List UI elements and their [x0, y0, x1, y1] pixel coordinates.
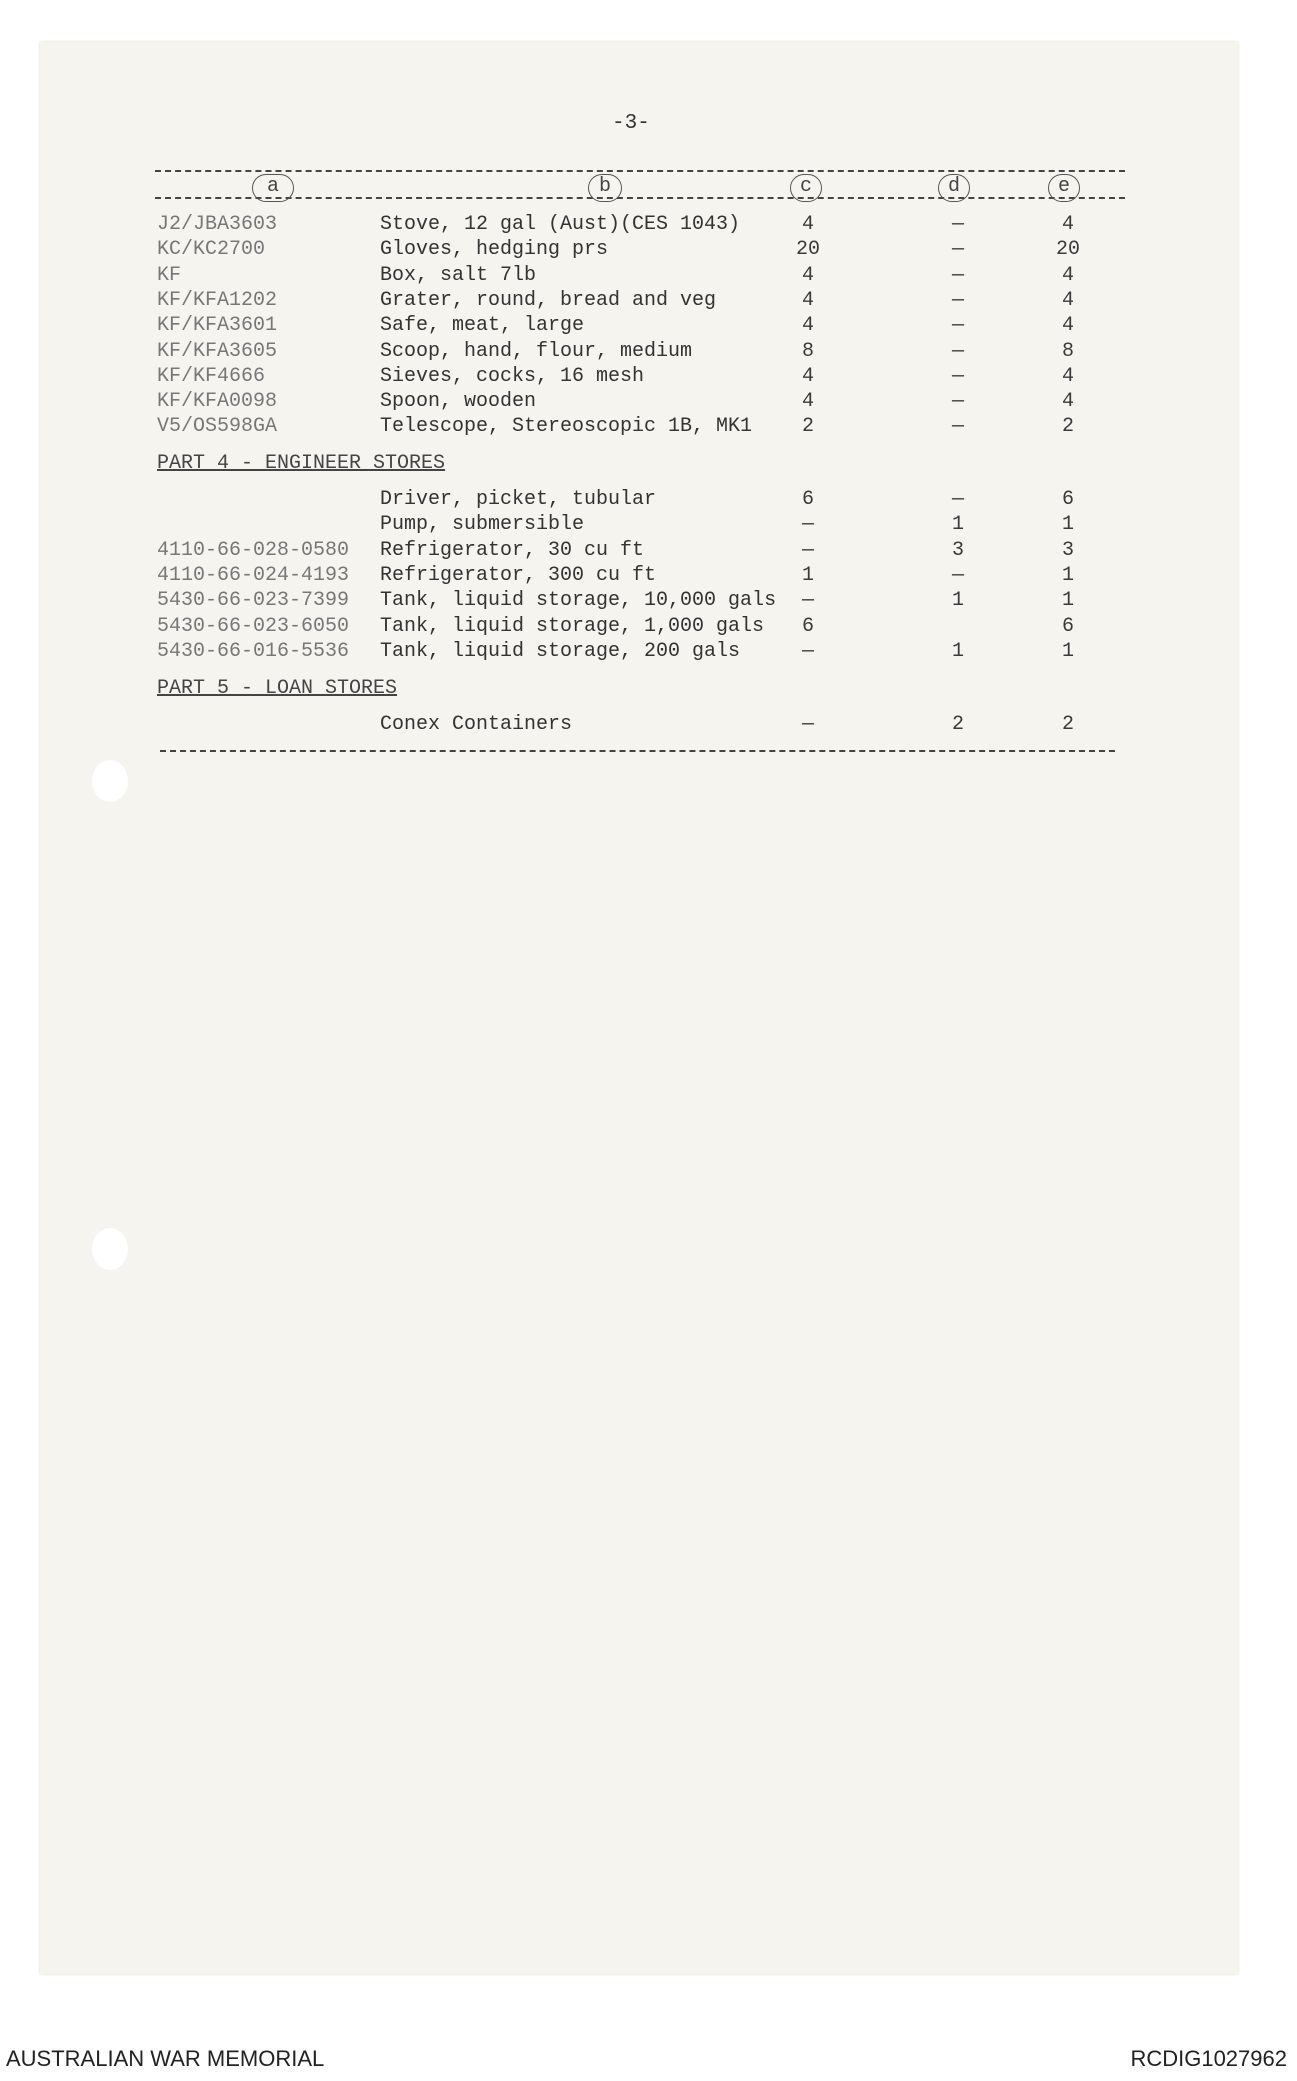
column-e-header: e — [1048, 174, 1080, 202]
col-c-value: 1 — [801, 563, 814, 587]
col-c-value: 4 — [801, 263, 814, 287]
col-c-value: 6 — [801, 614, 814, 638]
col-d-value: — — [951, 415, 964, 439]
item-description: Sieves, cocks, 16 mesh — [380, 364, 645, 388]
col-d-value: — — [951, 364, 964, 388]
col-e-value: 2 — [1061, 713, 1074, 736]
item-description: Spoon, wooden — [380, 390, 537, 414]
item-code: J2/JBA3603 — [157, 213, 278, 236]
col-c-value: — — [801, 713, 814, 736]
col-d-value: 1 — [951, 639, 964, 663]
item-description: Driver, picket, tubular — [380, 488, 657, 511]
col-d-value: — — [951, 390, 964, 414]
col-d-value: — — [951, 238, 964, 262]
col-c-value: 4 — [801, 314, 814, 338]
table-bottom-rule — [160, 750, 1115, 752]
item-code: 4110-66-024-4193 — [157, 563, 350, 587]
item-description: Conex Containers — [380, 713, 573, 736]
item-description: Scoop, hand, flour, medium — [380, 339, 693, 363]
item-description: Pump, submersible — [380, 513, 585, 537]
col-e-value: 4 — [1061, 213, 1074, 236]
table-row — [0, 589, 1297, 614]
col-d-value: — — [951, 213, 964, 236]
table-row — [0, 289, 1297, 314]
item-description: Stove, 12 gal (Aust)(CES 1043) — [380, 213, 741, 236]
item-code: KF/KFA1202 — [157, 288, 278, 312]
section-heading: PART 4 - ENGINEER STORES — [157, 452, 446, 475]
col-d-value: — — [951, 288, 964, 312]
table-row — [0, 213, 1297, 238]
table-row — [0, 238, 1297, 263]
item-code: KF/KFA3605 — [157, 339, 278, 363]
table-top-rule — [155, 170, 1125, 172]
col-c-value: 6 — [801, 488, 814, 511]
col-d-value: — — [951, 263, 964, 287]
item-description: Tank, liquid storage, 200 gals — [380, 639, 741, 663]
item-code: KF/KFA0098 — [157, 390, 278, 414]
col-e-value: 4 — [1061, 288, 1074, 312]
footer-record-id: RCDIG1027962 — [1130, 2046, 1287, 2071]
col-d-value: 2 — [951, 713, 964, 736]
table-row — [0, 615, 1297, 640]
col-e-value: 6 — [1061, 488, 1074, 511]
col-e-value: 4 — [1061, 263, 1074, 287]
col-e-value: 1 — [1061, 513, 1074, 537]
col-c-value: 20 — [795, 238, 820, 262]
col-e-value: 3 — [1061, 538, 1074, 562]
column-c-header: c — [790, 174, 822, 202]
footer-archive-name: AUSTRALIAN WAR MEMORIAL — [6, 2046, 325, 2071]
item-code: 5430-66-023-6050 — [157, 614, 350, 638]
table-row — [0, 390, 1297, 415]
col-e-value: 20 — [1055, 238, 1080, 262]
col-c-value: — — [801, 513, 814, 537]
col-d-value: — — [951, 314, 964, 338]
table-row — [0, 264, 1297, 289]
col-d-value: 1 — [951, 589, 964, 613]
column-d-header: d — [938, 174, 970, 202]
table-row — [0, 488, 1297, 513]
col-d-value: 1 — [951, 513, 964, 537]
item-description: Box, salt 7lb — [380, 263, 537, 287]
item-description: Tank, liquid storage, 1,000 gals — [380, 614, 765, 638]
col-c-value: 4 — [801, 213, 814, 236]
item-description: Telescope, Stereoscopic 1B, MK1 — [380, 415, 753, 439]
item-description: Gloves, hedging prs — [380, 238, 609, 262]
column-b-header: b — [588, 174, 622, 202]
item-code: 4110-66-028-0580 — [157, 538, 350, 562]
table-header-rule — [155, 197, 1125, 199]
page-number: -3- — [612, 112, 650, 135]
item-description: Refrigerator, 300 cu ft — [380, 563, 657, 587]
table-row — [0, 539, 1297, 564]
col-c-value: — — [801, 639, 814, 663]
item-code: 5430-66-016-5536 — [157, 639, 350, 663]
col-e-value: 1 — [1061, 563, 1074, 587]
item-description: Grater, round, bread and veg — [380, 288, 717, 312]
item-description: Safe, meat, large — [380, 314, 585, 338]
section-heading: PART 5 - LOAN STORES — [157, 677, 398, 700]
item-code: KF — [157, 263, 182, 287]
item-code: KF/KFA3601 — [157, 314, 278, 338]
col-e-value: 2 — [1061, 415, 1074, 439]
table-row — [0, 513, 1297, 538]
col-e-value: 1 — [1061, 589, 1074, 613]
col-c-value: — — [801, 538, 814, 562]
col-e-value: 6 — [1061, 614, 1074, 638]
col-c-value: 2 — [801, 415, 814, 439]
table-row — [0, 314, 1297, 339]
table-row — [0, 713, 1297, 738]
item-code: KC/KC2700 — [157, 238, 266, 262]
item-code: 5430-66-023-7399 — [157, 589, 350, 613]
item-code: V5/OS598GA — [157, 415, 278, 439]
item-description: Tank, liquid storage, 10,000 gals — [380, 589, 777, 613]
punch-hole-upper — [92, 760, 128, 802]
col-e-value: 4 — [1061, 364, 1074, 388]
col-c-value: — — [801, 589, 814, 613]
table-row — [0, 415, 1297, 440]
col-d-value: — — [951, 488, 964, 511]
col-c-value: 4 — [801, 288, 814, 312]
col-e-value: 4 — [1061, 314, 1074, 338]
col-c-value: 4 — [801, 364, 814, 388]
column-a-header: a — [252, 174, 294, 202]
item-description: Refrigerator, 30 cu ft — [380, 538, 645, 562]
table-row — [0, 340, 1297, 365]
col-e-value: 4 — [1061, 390, 1074, 414]
table-row — [0, 640, 1297, 665]
col-c-value: 8 — [801, 339, 814, 363]
item-code: KF/KF4666 — [157, 364, 266, 388]
col-e-value: 1 — [1061, 639, 1074, 663]
punch-hole-lower — [92, 1228, 128, 1270]
col-e-value: 8 — [1061, 339, 1074, 363]
col-c-value: 4 — [801, 390, 814, 414]
col-d-value: — — [951, 339, 964, 363]
col-d-value: 3 — [951, 538, 964, 562]
table-row — [0, 365, 1297, 390]
col-d-value: — — [951, 563, 964, 587]
table-row — [0, 564, 1297, 589]
